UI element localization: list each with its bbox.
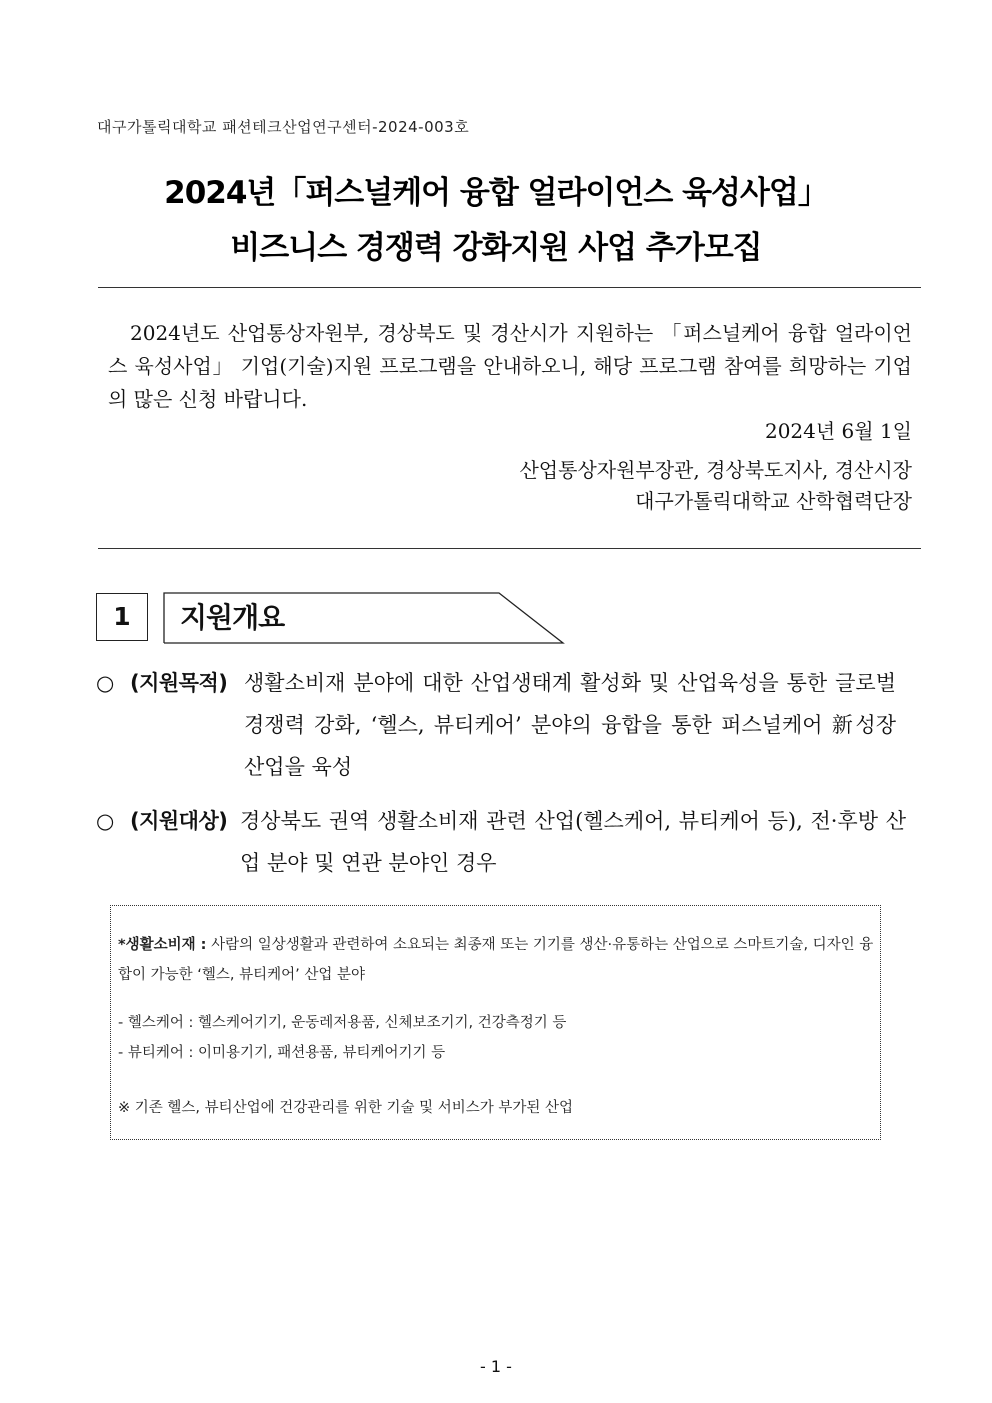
signers-block [519,455,912,517]
note-items [118,1008,876,1068]
note-remark: ※ 기존 헬스, 뷰티산업에 건강관리를 위한 기술 및 서비스가 부가된 산업 [118,1100,574,1116]
signer-line-1: 산업통상자원부장관, 경상북도지사, 경산시장 [519,458,912,482]
note-term: *생활소비재 : [118,937,207,953]
circle-bullet-icon: ○ [96,671,115,695]
signer-line-2: 대구가톨릭대학교 산학협력단장 [635,489,912,513]
section-number: 1 [96,593,148,641]
bullet-text: 경상북도 권역 생활소비재 관련 산업(헬스케어, 뷰티케어 등), 전·후방 산업 분야 및 연관 분야인 경우 [240,809,906,875]
divider-top [98,287,921,288]
announcement-date: 2024년 6월 1일 [764,419,912,443]
note-item-healthcare: - 헬스케어 : 헬스케어기기, 운동레저용품, 신체보조기기, 건강측정기 등 [118,1015,567,1031]
document-number: 대구가톨릭대학교 패션테크산업연구센터-2024-003호 [97,118,470,136]
title-line-2: 비즈니스 경쟁력 강화지원 사업 추가모집 [230,230,762,266]
intro-paragraph: 2024년도 산업통상자원부, 경상북도 및 경산시가 지원하는 「퍼스널케어 융합 얼라이언스 육성사업」 기업(기술)지원 프로그램을 안내하오니, 해당 프로그램 참여를 희망하는 기업의 많은 신청 바랍니다. [108,321,912,411]
divider-bottom [98,548,921,549]
title-line-1: 2024년「퍼스널케어 융합 얼라이언스 육성사업」 [164,175,828,211]
page-number: - 1 - [480,1357,512,1376]
circle-bullet-icon: ○ [96,809,115,833]
note-item-beautycare: - 뷰티케어 : 이미용기기, 패션용품, 뷰티케어기기 등 [118,1045,446,1061]
bullet-label: (지원목적) [130,671,228,695]
note-definition [118,930,876,990]
bullet-text: 생활소비재 분야에 대한 산업생태계 활성화 및 산업육성을 통한 글로벌 경쟁력 강화, ‘헬스, 뷰티케어’ 분야의 융합을 통한 퍼스널케어 新성장 산업을 육성 [244,671,896,779]
bullet-label: (지원대상) [130,809,228,833]
note-definition-text: 사람의 일상생활과 관련하여 소요되는 최종재 또는 기기를 생산·유통하는 산업으로 스마트기술, 디자인 융합이 가능한 ‘헬스, 뷰티케어’ 산업 분야 [118,937,874,983]
section-title: 지원개요 [180,601,285,634]
